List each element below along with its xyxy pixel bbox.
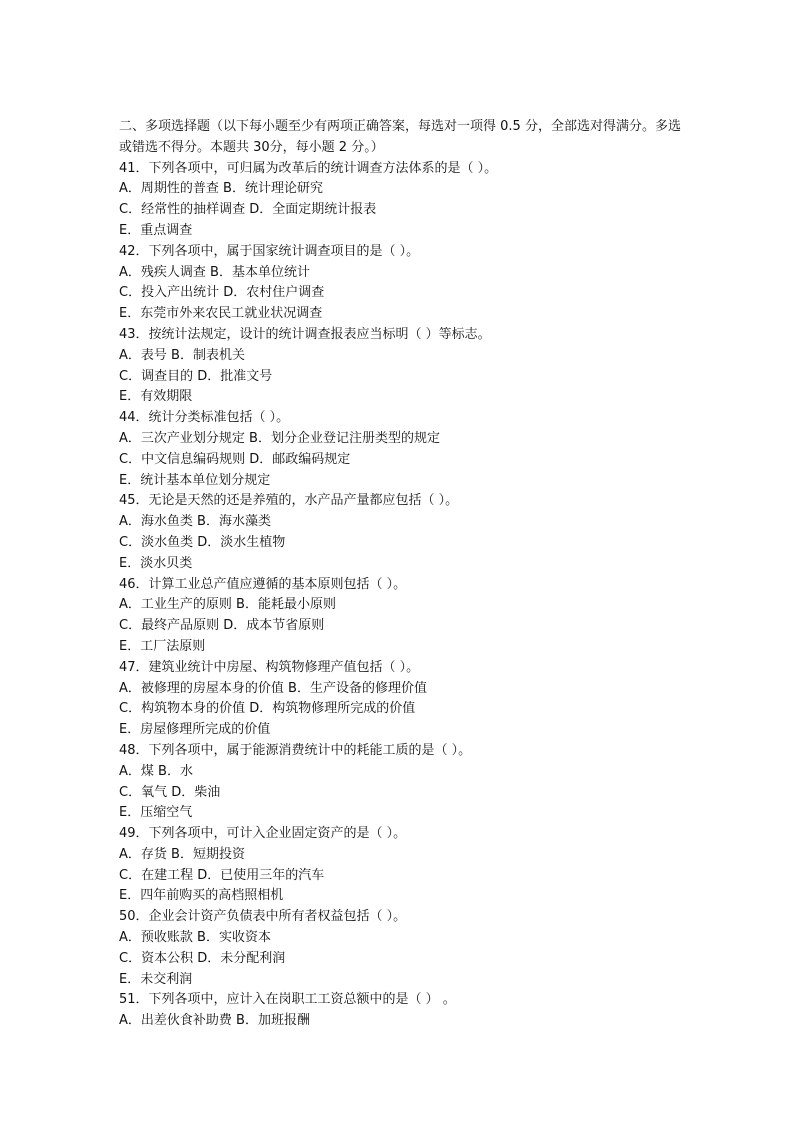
question-stem: 43．按统计法规定，设计的统计调查报表应当标明（ ）等标志。 xyxy=(119,326,491,342)
question-stem: 49．下列各项中，可计入企业固定资产的是（ ）。 xyxy=(119,826,407,842)
question-options-line: E．房屋修理所完成的价值 xyxy=(119,722,271,738)
question-options-line: A．表号 B．制表机关 xyxy=(119,347,245,363)
exam-section xyxy=(119,117,685,1032)
question-options-line: A．残疾人调查 B．基本单位统计 xyxy=(119,264,310,280)
question-options-line: A．工业生产的原则 B．能耗最小原则 xyxy=(119,597,336,613)
question-stem: 42．下列各项中，属于国家统计调查项目的是（ ）。 xyxy=(119,243,420,259)
question-options-line: E．未交利润 xyxy=(119,971,193,987)
question-options-line: C．淡水鱼类 D．淡水生植物 xyxy=(119,534,286,550)
question-options-line: A．煤 B．水 xyxy=(119,763,193,779)
question-options-line: C．中文信息编码规则 D．邮政编码规定 xyxy=(119,451,351,467)
question-options-line: C．资本公积 D．未分配利润 xyxy=(119,950,286,966)
section-instructions: 二、多项选择题（以下每小题至少有两项正确答案，每选对一项得 0.5 分，全部选对得满分。多选或错选不得分。本题共 30分，每小题 2 分。） xyxy=(119,119,681,155)
question-stem: 41．下列各项中，可归属为改革后的统计调查方法体系的是（ ）。 xyxy=(119,160,498,176)
question-options-line: E．工厂法原则 xyxy=(119,638,206,654)
question-list xyxy=(119,159,685,1032)
question-stem: 45．无论是天然的还是养殖的，水产品产量都应包括（ ）。 xyxy=(119,493,459,509)
question-stem: 50．企业会计资产负债表中所有者权益包括（ ）。 xyxy=(119,909,407,925)
question-options-line: C．投入产出统计 D．农村住户调查 xyxy=(119,285,325,301)
question-options-line: A．预收账款 B．实收资本 xyxy=(119,930,271,946)
question-options-line: E．重点调查 xyxy=(119,222,193,238)
question-options-line: C．在建工程 D．已使用三年的汽车 xyxy=(119,867,325,883)
question-options-line: C．氧气 D．柴油 xyxy=(119,784,221,800)
question-options-line: C．最终产品原则 D．成本节省原则 xyxy=(119,618,325,634)
question-options-line: C．经常性的抽样调查 D．全面定期统计报表 xyxy=(119,202,377,218)
question-stem: 47．建筑业统计中房屋、构筑物修理产值包括（ ）。 xyxy=(119,659,420,675)
question-stem: 46．计算工业总产值应遵循的基本原则包括（ ）。 xyxy=(119,576,407,592)
question-options-line: E．四年前购买的高档照相机 xyxy=(119,888,284,904)
question-stem: 51．下列各项中，应计入在岗职工工资总额中的是（ ） 。 xyxy=(119,992,456,1008)
question-options-line: A．出差伙食补助费 B．加班报酬 xyxy=(119,1013,310,1029)
question-options-line: E．东莞市外来农民工就业状况调查 xyxy=(119,306,323,322)
question-options-line: A．存货 B．短期投资 xyxy=(119,846,245,862)
question-options-line: A．三次产业划分规定 B．划分企业登记注册类型的规定 xyxy=(119,430,440,446)
question-options-line: C．调查目的 D．批准文号 xyxy=(119,368,273,384)
question-options-line: A．被修理的房屋本身的价值 B．生产设备的修理价值 xyxy=(119,680,427,696)
question-options-line: C．构筑物本身的价值 D．构筑物修理所完成的价值 xyxy=(119,701,416,717)
question-options-line: A．周期性的普查 B．统计理论研究 xyxy=(119,181,323,197)
question-options-line: E．有效期限 xyxy=(119,389,193,405)
question-options-line: E．淡水贝类 xyxy=(119,555,193,571)
question-options-line: E．压缩空气 xyxy=(119,805,193,821)
question-stem: 48．下列各项中，属于能源消费统计中的耗能工质的是（ ）。 xyxy=(119,742,472,758)
question-options-line: A．海水鱼类 B．海水藻类 xyxy=(119,514,271,530)
question-options-line: E．统计基本单位划分规定 xyxy=(119,472,271,488)
question-stem: 44．统计分类标准包括（ ）。 xyxy=(119,410,290,426)
